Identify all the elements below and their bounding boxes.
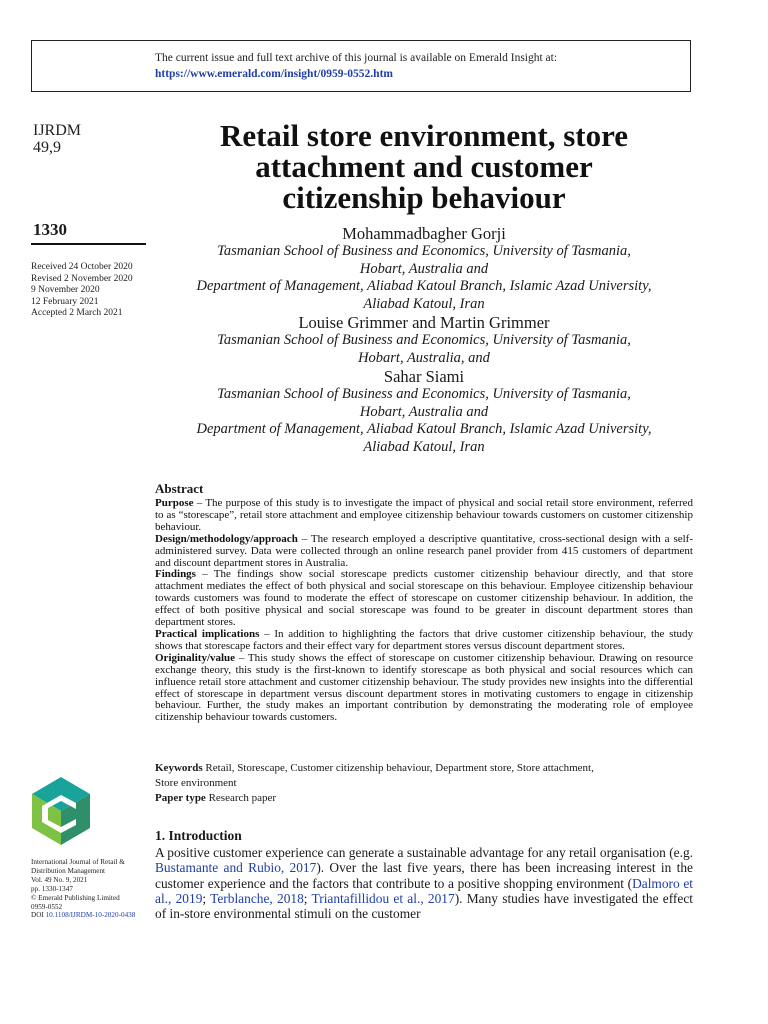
journal-notice-box (31, 40, 691, 92)
notice-text: The current issue and full text archive of this journal is available on Emerald Insight at: (155, 52, 558, 64)
abstract-design (155, 534, 693, 570)
journal-abbreviation (33, 122, 81, 156)
date-line: 12 February 2021 (31, 296, 99, 307)
abstract-findings (155, 569, 693, 629)
design-label: Design/methodology/approach (155, 532, 298, 545)
author-affiliation: Hobart, Australia, and (358, 349, 490, 366)
meta-line: pp. 1330-1347 (31, 884, 73, 893)
originality-label: Originality/value (155, 651, 236, 664)
keywords (155, 761, 693, 791)
purpose-label: Purpose (155, 497, 194, 509)
meta-line: 0959-0552 (31, 902, 63, 911)
title-line: attachment and customer (255, 149, 593, 184)
practical-text: – In addition to highlighting the factors that drive customer citizenship behaviour, the study shows that storescape factors and their effect vary for department stores versus discount department stores. (155, 627, 694, 652)
intro-text: ; (202, 890, 211, 906)
purpose-text: – The purpose of this study is to investigate the impact of physical and social retail store environment, referred to as “storescape”, retail store attachment and employee citizenship behaviour towards customers on customer citizenship behaviour. (155, 497, 693, 533)
crossmark-logo-icon[interactable] (30, 775, 92, 847)
date-line: Accepted 2 March 2021 (31, 308, 123, 318)
intro-text: A positive customer experience can generate a sustainable advantage for any retail organisation (e.g. (155, 845, 693, 860)
author-affiliation: Tasmanian School of Business and Economics, University of Tasmania, (217, 332, 631, 348)
abstract-body (155, 498, 693, 724)
author-name: Mohammadbagher Gorji (342, 224, 506, 243)
sidebar-divider (31, 243, 146, 245)
meta-line: International Journal of Retail & (31, 858, 125, 866)
citation-link[interactable]: Bustamante and Rubio, 2017 (155, 860, 317, 876)
findings-text: – The findings show social storescape predicts customer citizenship behaviour directly, and that store attachment mediates the effect of both physical and social storescape on this behaviour. Employee citizenship behaviour towards customers was found to moderate the effect of storescape on customer citizenship behaviour. In addition, the effect of both positive physical and social storescape was found to be greater in discount department stores than department stores. (155, 568, 693, 629)
abstract-purpose (155, 498, 693, 534)
keywords-line-2: Store environment (155, 777, 237, 789)
doi-prefix: DOI (31, 911, 46, 920)
author-affiliation: Hobart, Australia and (359, 403, 489, 420)
citation-link[interactable]: Terblanche, 2018 (210, 890, 304, 906)
author-affiliation: Department of Management, Aliabad Katoul Branch, Islamic Azad University, (196, 278, 652, 294)
author-affiliation: Hobart, Australia and (359, 260, 489, 277)
doi-line (31, 911, 149, 920)
author-name: Sahar Siami (383, 367, 465, 386)
citation-link[interactable]: Triantafillidou et al., 2017 (311, 890, 455, 906)
keywords-label: Keywords (155, 762, 203, 774)
keywords-text: Retail, Storescape, Customer citizenship behaviour, Department store, Store attachment, (202, 762, 594, 774)
author-affiliation: Department of Management, Aliabad Katoul Branch, Islamic Azad University, (196, 421, 652, 437)
paper-type (155, 792, 276, 804)
intro-text: ). Many studies have investigated the effect of in-store environmental stimuli on the customer (155, 890, 694, 922)
findings-label: Findings (155, 568, 196, 581)
intro-text: ). Over the last five years, there has been increasing interest in the customer experience and the factors that contribute to a positive shopping environment ( (155, 860, 693, 891)
design-text: – The research employed a descriptive quantitative, cross-sectional design with a self-administered survey. Data were collected through an online research panel provider from 415 customers of department and discount department stores in Australia. (155, 532, 693, 569)
author-affiliation: Aliabad Katoul, Iran (363, 295, 485, 312)
introduction-text (155, 845, 693, 921)
author-name: Louise Grimmer and Martin Grimmer (298, 313, 550, 332)
keywords-line (155, 761, 693, 776)
author-affiliation: Aliabad Katoul, Iran (363, 438, 485, 455)
author-list (155, 224, 693, 456)
journal-url-link[interactable]: https://www.emerald.com/insight/0959-0552.htm (155, 68, 393, 80)
title-line: Retail store environment, store (219, 118, 629, 153)
meta-line: Vol. 49 No. 9, 2021 (31, 875, 88, 884)
meta-line: Distribution Management (31, 866, 106, 875)
page-number: 1330 (33, 220, 67, 239)
practical-label: Practical implications (155, 627, 260, 640)
date-line: 9 November 2020 (31, 285, 100, 295)
abstract-practical (155, 629, 693, 653)
intro-text: ; (303, 890, 312, 906)
introduction-heading: 1. Introduction (155, 828, 242, 843)
abstract-originality (155, 653, 693, 724)
date-line: Revised 2 November 2020 (31, 273, 133, 284)
author-affiliation: Tasmanian School of Business and Economics, University of Tasmania, (217, 386, 631, 402)
title-line: citizenship behaviour (282, 180, 566, 215)
paper-type-value: Research paper (205, 792, 277, 804)
paper-type-label: Paper type (155, 792, 206, 804)
article-title (155, 120, 693, 213)
date-line: Received 24 October 2020 (31, 262, 133, 272)
citation-link[interactable]: Dalmoro et al., 2019 (155, 875, 693, 906)
journal-abbr: IJRDM (33, 122, 82, 139)
author-affiliation: Tasmanian School of Business and Economics, University of Tasmania, (217, 243, 631, 259)
originality-text: – This study shows the effect of storescape on customer citizenship behaviour. Drawing on resource exchange theory, this study is the first-known to identify storescape as both physical and social resources which can influence retail store attachment and customer citizenship behaviour. The study provides new insights into the differential effect of storescape in department versus discount department stores in motivating customers to engage in citizenship behaviour. Further, the study makes an important contribution by demonstrating the moderating role of employee citizenship behaviour towards customers. (155, 651, 693, 724)
abstract-heading: Abstract (155, 481, 204, 496)
publication-metadata (31, 858, 149, 920)
received-dates (31, 262, 133, 320)
meta-line: © Emerald Publishing Limited (31, 893, 120, 902)
doi-link[interactable]: 10.1108/IJRDM-10-2020-0438 (45, 911, 136, 920)
volume-issue: 49,9 (33, 139, 61, 156)
